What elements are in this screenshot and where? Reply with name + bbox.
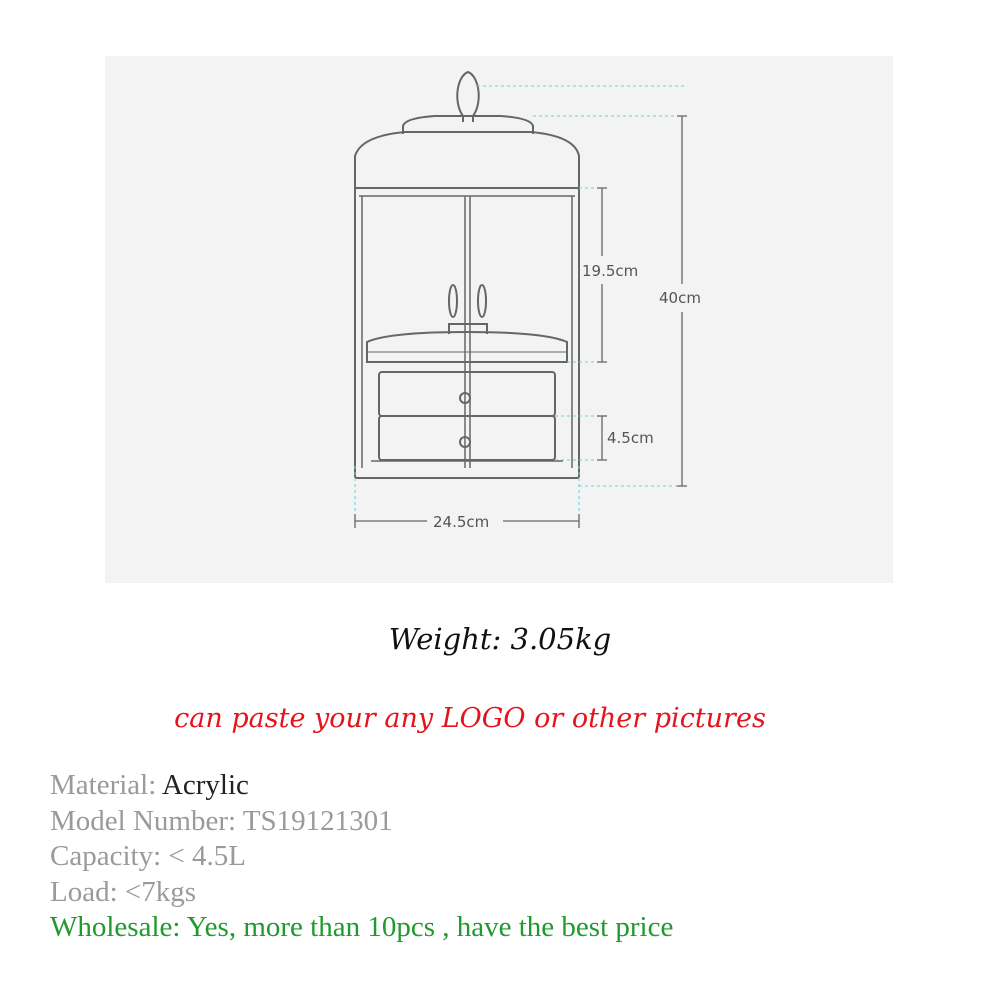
spec-key: Load:	[50, 875, 125, 908]
spec-value: < 4.5L	[168, 840, 246, 872]
spec-load	[50, 875, 980, 911]
spec-key: Capacity:	[50, 840, 169, 872]
spec-value: Acrylic	[161, 769, 249, 801]
spec-list	[50, 768, 980, 946]
lid-dome	[355, 132, 579, 188]
spec-model-number	[50, 804, 980, 840]
spec-capacity	[50, 839, 980, 875]
logo-note: can paste your any LOGO or other pictures	[174, 703, 766, 734]
drawer-height-label: 4.5cm	[607, 429, 654, 447]
spec-value: <7kgs	[124, 875, 197, 908]
hanging-loop	[457, 72, 478, 116]
spec-key: Material:	[50, 769, 162, 801]
total-height-label: 40cm	[659, 289, 701, 307]
product-diagram	[105, 56, 893, 583]
spec-key: Model Number:	[50, 804, 243, 837]
weight-caption: Weight: 3.05kg	[388, 622, 612, 656]
tray	[367, 332, 567, 362]
spec-value: TS19121301	[242, 804, 393, 837]
upper-height-label: 19.5cm	[582, 262, 639, 280]
handle-left	[449, 285, 457, 317]
spec-value: Yes, more than 10pcs , have the best price	[186, 911, 674, 943]
spec-wholesale	[50, 910, 980, 946]
spec-material	[50, 768, 980, 804]
width-label: 24.5cm	[433, 513, 490, 531]
spec-key: Wholesale:	[50, 911, 187, 943]
handle-right	[478, 285, 486, 317]
product-diagram-panel	[105, 56, 893, 583]
